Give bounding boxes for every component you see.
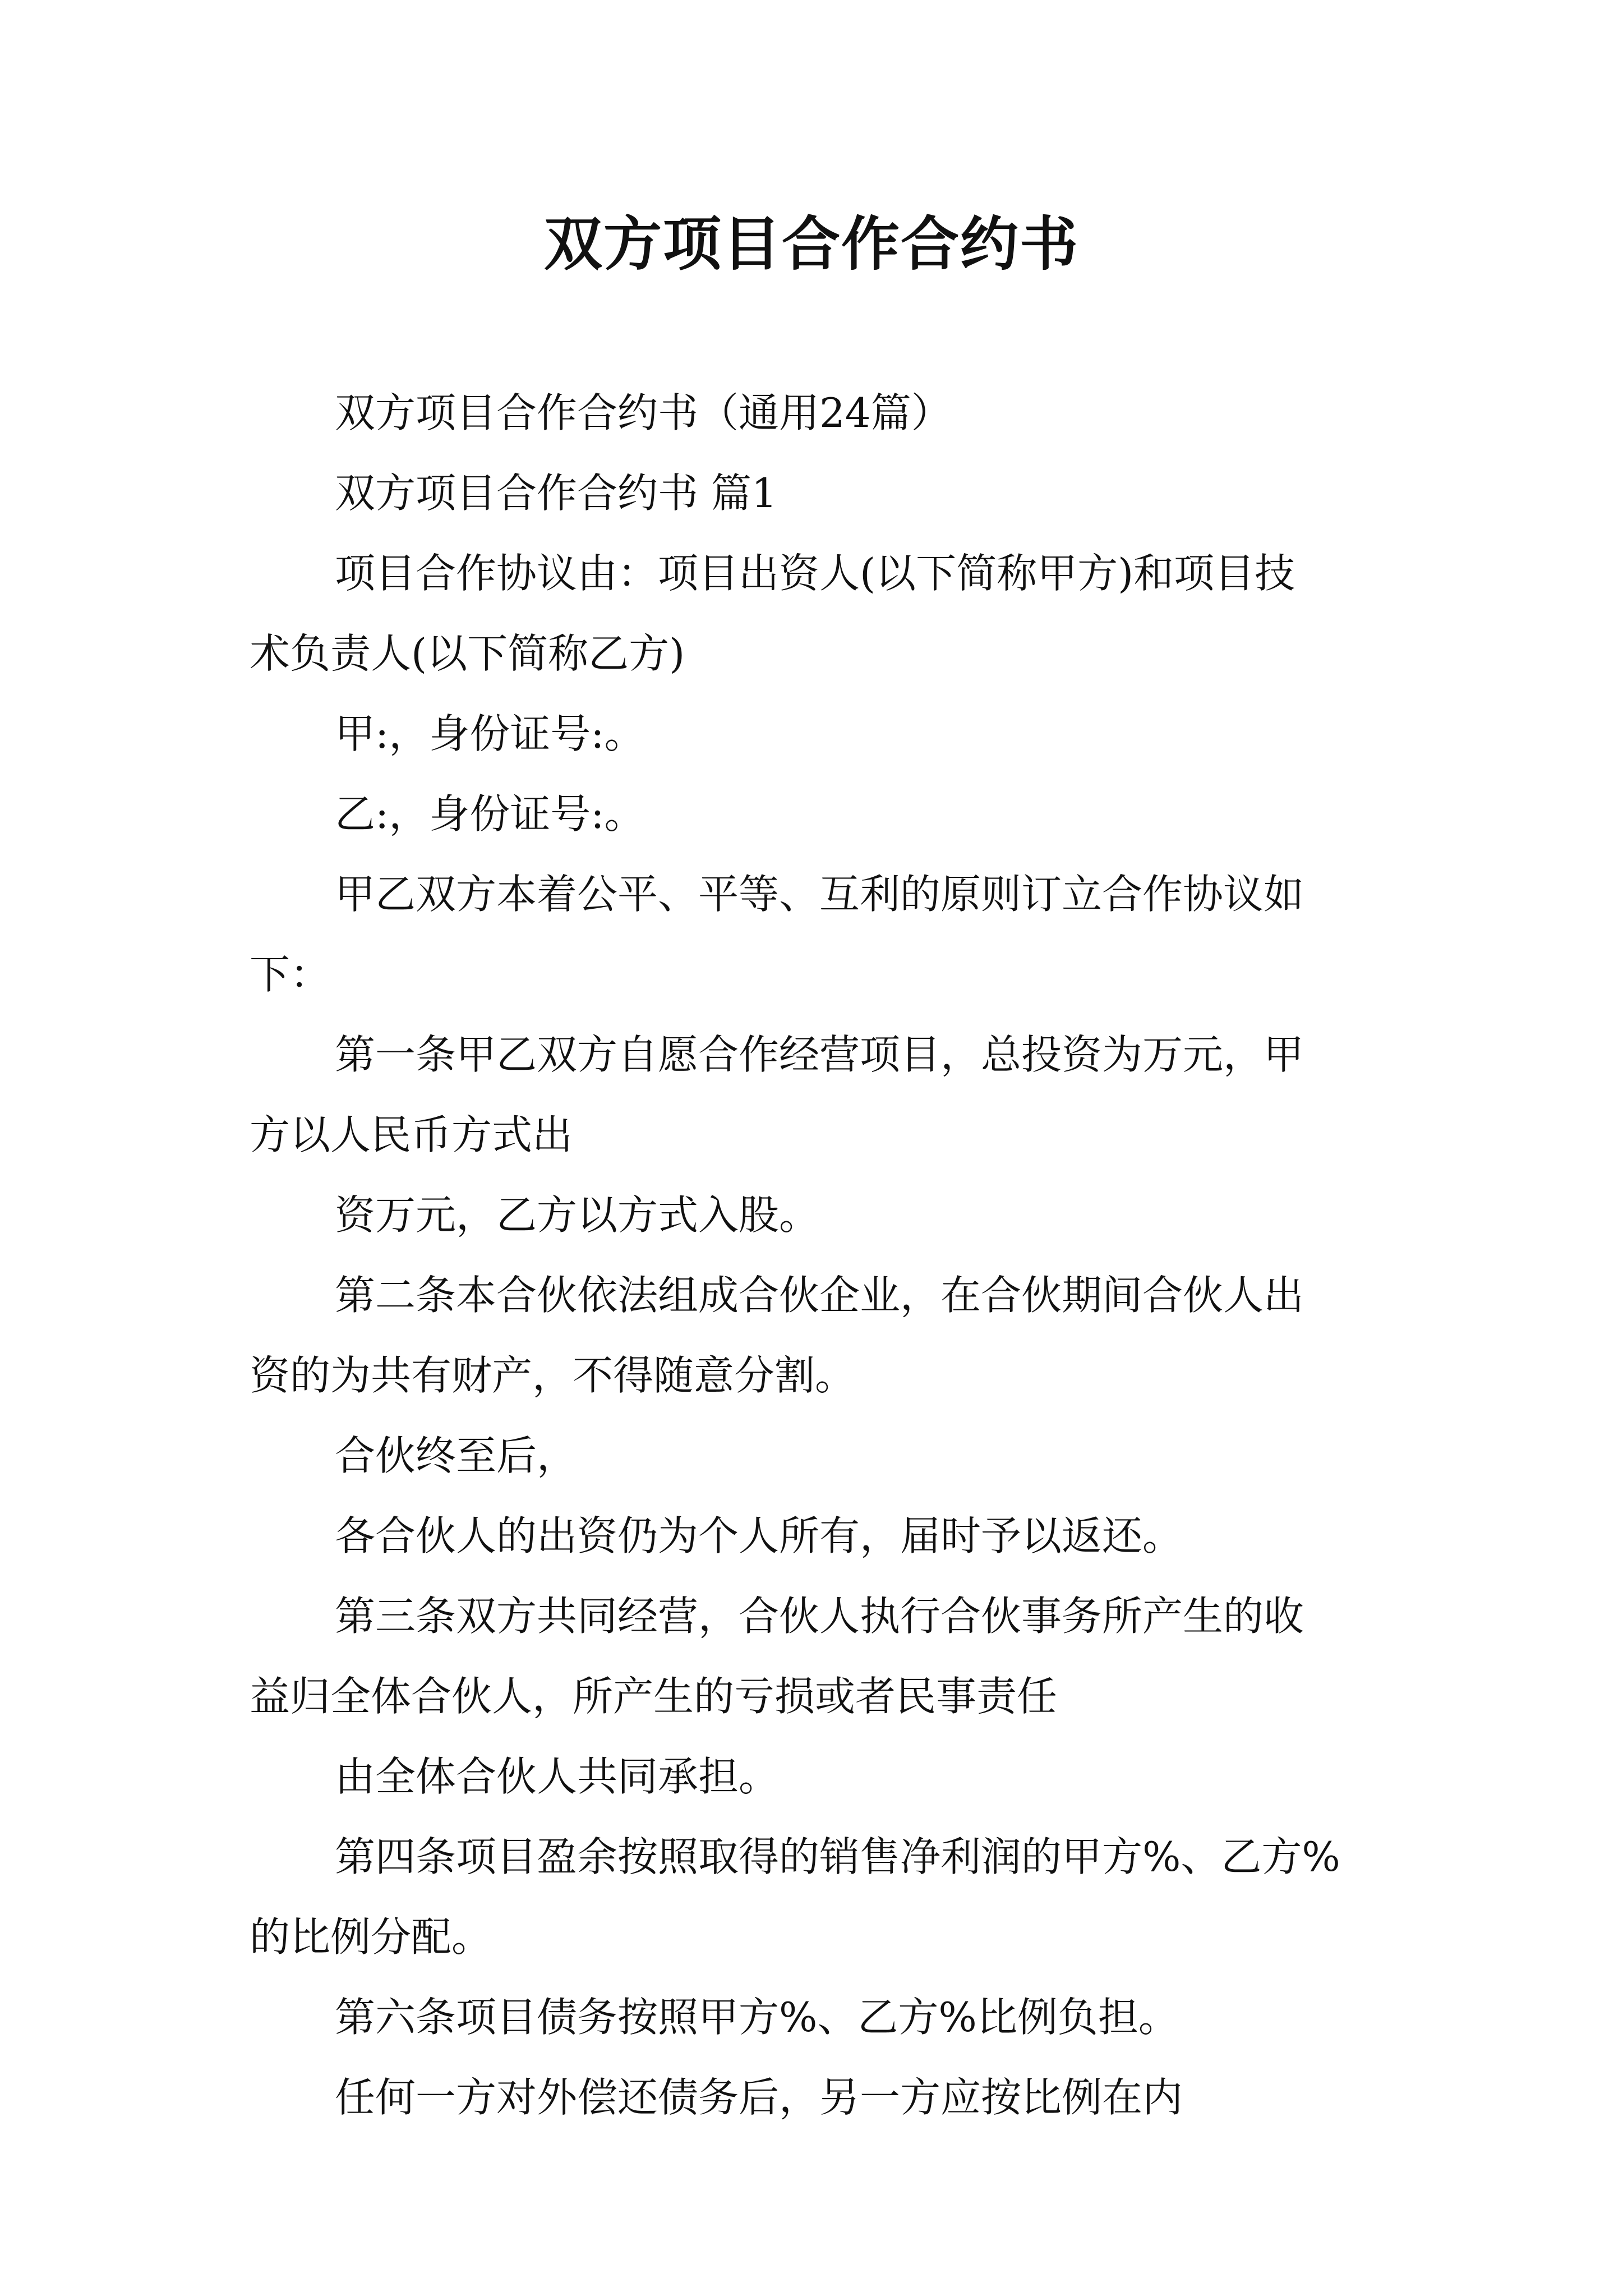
body-line: 甲:，身份证号:。 (335, 710, 645, 757)
document-body (250, 373, 1410, 2138)
body-line: 乙:，身份证号:。 (335, 790, 645, 838)
body-line: 各合伙人的出资仍为个人所有，届时予以返还。 (335, 1512, 1183, 1559)
body-line: 合伙终至后， (335, 1432, 578, 1479)
body-line: 项目合作协议由：项目出资人(以下简称甲方)和项目技 (335, 550, 1295, 597)
body-line: 下： (250, 951, 331, 998)
body-line: 任何一方对外偿还债务后，另一方应按比例在内 (335, 2074, 1183, 2121)
body-line: 第四条项目盈余按照取得的销售净利润的甲方%、乙方% (335, 1833, 1340, 1880)
body-line: 方以人民币方式出 (250, 1111, 573, 1158)
body-line: 甲乙双方本着公平、平等、互利的原则订立合作协议如 (335, 871, 1304, 918)
body-line: 第一条甲乙双方自愿合作经营项目，总投资为万元，甲 (335, 1031, 1304, 1078)
body-line: 由全体合伙人共同承担。 (335, 1753, 780, 1800)
body-line: 的比例分配。 (250, 1913, 492, 1961)
document-title: 双方项目合作合约书 (543, 209, 1079, 278)
body-line: 资万元，乙方以方式入股。 (335, 1191, 820, 1239)
body-line: 第六条项目债务按照甲方%、乙方%比例负担。 (335, 1994, 1179, 2041)
body-line: 双方项目合作合约书 篇1 (335, 470, 777, 517)
body-line: 益归全体合伙人，所产生的亏损或者民事责任 (250, 1673, 1058, 1720)
body-line: 第二条本合伙依法组成合伙企业，在合伙期间合伙人出 (335, 1272, 1304, 1319)
body-line: 双方项目合作合约书（通用24篇） (335, 389, 952, 436)
body-line: 资的为共有财产，不得随意分割。 (250, 1352, 856, 1399)
body-line: 术负责人(以下简称乙方) (250, 630, 685, 677)
body-line: 第三条双方共同经营，合伙人执行合伙事务所产生的收 (335, 1593, 1304, 1640)
